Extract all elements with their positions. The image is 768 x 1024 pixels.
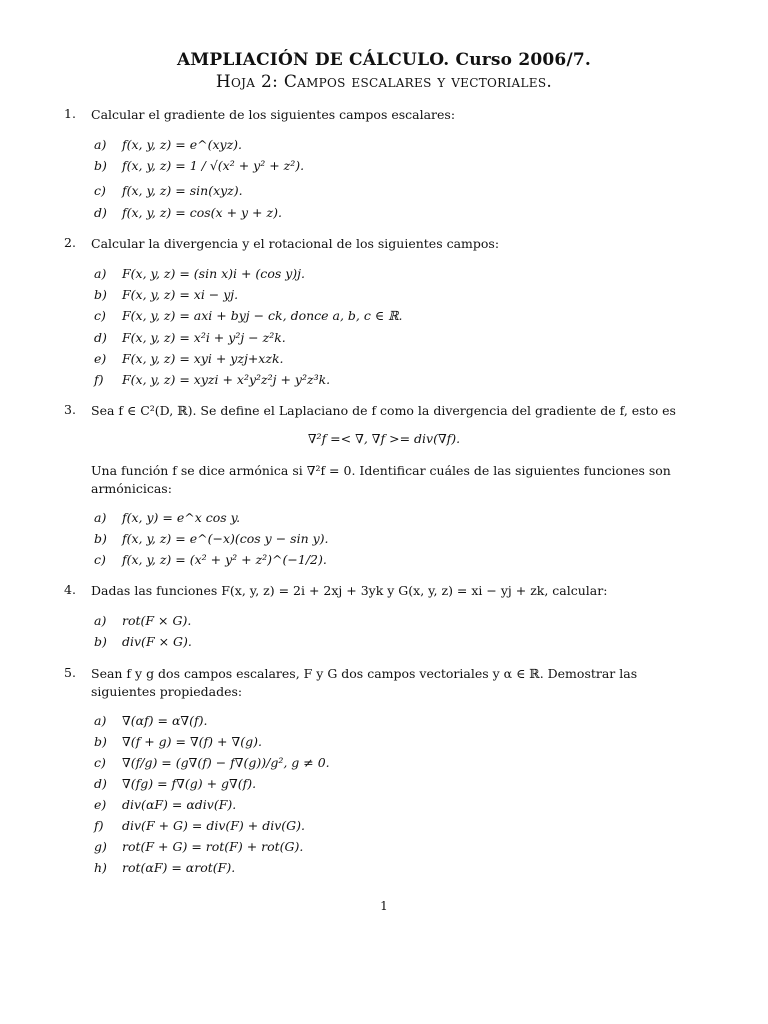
page-number: 1 xyxy=(380,899,388,913)
list-item xyxy=(94,612,191,630)
document-title: AMPLIACIÓN DE CÁLCULO. Curso 2006/7. xyxy=(176,50,592,70)
list-item xyxy=(94,530,329,548)
problem-number: 1. xyxy=(64,106,76,121)
item-label: g) xyxy=(94,839,107,854)
problem-3-continued xyxy=(64,462,684,498)
item-label: f) xyxy=(94,372,104,387)
list-item xyxy=(94,509,240,527)
list-item xyxy=(94,329,286,347)
problem-text: Una función f se dice armónica si ∇²f = 0. Identificar cuáles de las siguientes funciones son armónicicas: xyxy=(91,463,671,496)
item-expression: ∇(f/g) = (g∇(f) − f∇(g))/g², g ≠ 0. xyxy=(122,755,330,770)
item-label: a) xyxy=(94,510,107,525)
list-item xyxy=(94,838,303,856)
item-expression: div(αF) = αdiv(F). xyxy=(122,797,237,812)
item-label: a) xyxy=(94,266,107,281)
item-label: b) xyxy=(94,531,107,546)
list-item xyxy=(94,157,304,175)
list-item xyxy=(94,712,208,730)
list-item xyxy=(94,859,235,877)
item-label: f) xyxy=(94,818,104,833)
list-item xyxy=(94,182,243,200)
item-label: b) xyxy=(94,287,107,302)
problem-number: 2. xyxy=(64,235,76,250)
item-label: c) xyxy=(94,183,106,198)
problem-number: 4. xyxy=(64,582,76,597)
list-item xyxy=(94,733,262,751)
item-label: d) xyxy=(94,330,107,345)
item-expression: rot(F × G). xyxy=(122,613,192,628)
item-label: b) xyxy=(94,634,107,649)
problem-text: Dadas las funciones F(x, y, z) = 2i + 2xj + 3yk y G(x, y, z) = xi − yj + zk, calcular: xyxy=(91,583,608,598)
problem-text: Sean f y g dos campos escalares, F y G dos campos vectoriales y α ∈ ℝ. Demostrar las siguientes propiedades: xyxy=(91,666,638,699)
laplacian-equation: ∇²f =< ∇, ∇f >= div(∇f). xyxy=(307,431,461,446)
list-item xyxy=(94,307,402,325)
list-item xyxy=(94,371,330,389)
list-item xyxy=(94,204,282,222)
item-label: c) xyxy=(94,755,106,770)
list-item xyxy=(94,775,256,793)
item-label: h) xyxy=(94,860,107,875)
problem-text: Calcular el gradiente de los siguientes campos escalares: xyxy=(91,107,456,122)
item-label: b) xyxy=(94,158,107,173)
item-label: a) xyxy=(94,137,107,152)
item-expression: ∇(fg) = f∇(g) + g∇(f). xyxy=(122,776,257,791)
item-expression: F(x, y, z) = xyzi + x²y²z²j + y²z³k. xyxy=(122,372,331,387)
item-label: c) xyxy=(94,552,106,567)
item-expression: ∇(αf) = α∇(f). xyxy=(122,713,208,728)
item-expression: f(x, y, z) = (x² + y² + z²)^(−1/2). xyxy=(122,552,327,567)
list-item xyxy=(94,350,284,368)
item-expression: rot(F + G) = rot(F) + rot(G). xyxy=(122,839,304,854)
problem-number: 5. xyxy=(64,665,76,680)
item-expression: F(x, y, z) = axi + byj − ck, donce a, b, c ∈ ℝ. xyxy=(122,308,403,323)
item-expression: f(x, y, z) = 1 / √(x² + y² + z²). xyxy=(122,158,305,173)
list-item xyxy=(94,754,330,772)
item-expression: f(x, y, z) = e^(xyz). xyxy=(122,137,243,152)
item-label: a) xyxy=(94,713,107,728)
list-item xyxy=(94,796,236,814)
item-expression: f(x, y, z) = sin(xyz). xyxy=(122,183,243,198)
item-expression: rot(αF) = αrot(F). xyxy=(122,860,236,875)
item-label: d) xyxy=(94,776,107,791)
item-label: e) xyxy=(94,351,107,366)
problem-text: Calcular la divergencia y el rotacional de los siguientes campos: xyxy=(91,236,500,251)
item-expression: div(F + G) = div(F) + div(G). xyxy=(122,818,305,833)
item-expression: f(x, y, z) = e^(−x)(cos y − sin y). xyxy=(122,531,329,546)
problem-number: 3. xyxy=(64,402,76,417)
item-expression: f(x, y) = e^x cos y. xyxy=(122,510,241,525)
item-label: c) xyxy=(94,308,106,323)
document-subtitle: Hoja 2: Campos escalares y vectoriales. xyxy=(215,72,553,92)
list-item xyxy=(94,633,192,651)
item-expression: F(x, y, z) = xi − yj. xyxy=(122,287,239,302)
item-expression: F(x, y, z) = (sin x)i + (cos y)j. xyxy=(122,266,306,281)
item-label: b) xyxy=(94,734,107,749)
list-item xyxy=(94,551,327,569)
item-label: e) xyxy=(94,797,107,812)
item-label: a) xyxy=(94,613,107,628)
item-expression: ∇(f + g) = ∇(f) + ∇(g). xyxy=(122,734,262,749)
problem-text: Sea f ∈ C²(D, ℝ). Se define el Laplaciano de f como la divergencia del gradiente de f, esto es xyxy=(91,403,676,418)
item-expression: f(x, y, z) = cos(x + y + z). xyxy=(122,205,282,220)
list-item xyxy=(94,265,305,283)
list-item xyxy=(94,817,305,835)
list-item xyxy=(94,136,242,154)
list-item xyxy=(94,286,238,304)
item-label: d) xyxy=(94,205,107,220)
item-expression: div(F × G). xyxy=(122,634,192,649)
item-expression: F(x, y, z) = x²i + y²j − z²k. xyxy=(122,330,286,345)
item-expression: F(x, y, z) = xyi + yzj+xzk. xyxy=(122,351,284,366)
